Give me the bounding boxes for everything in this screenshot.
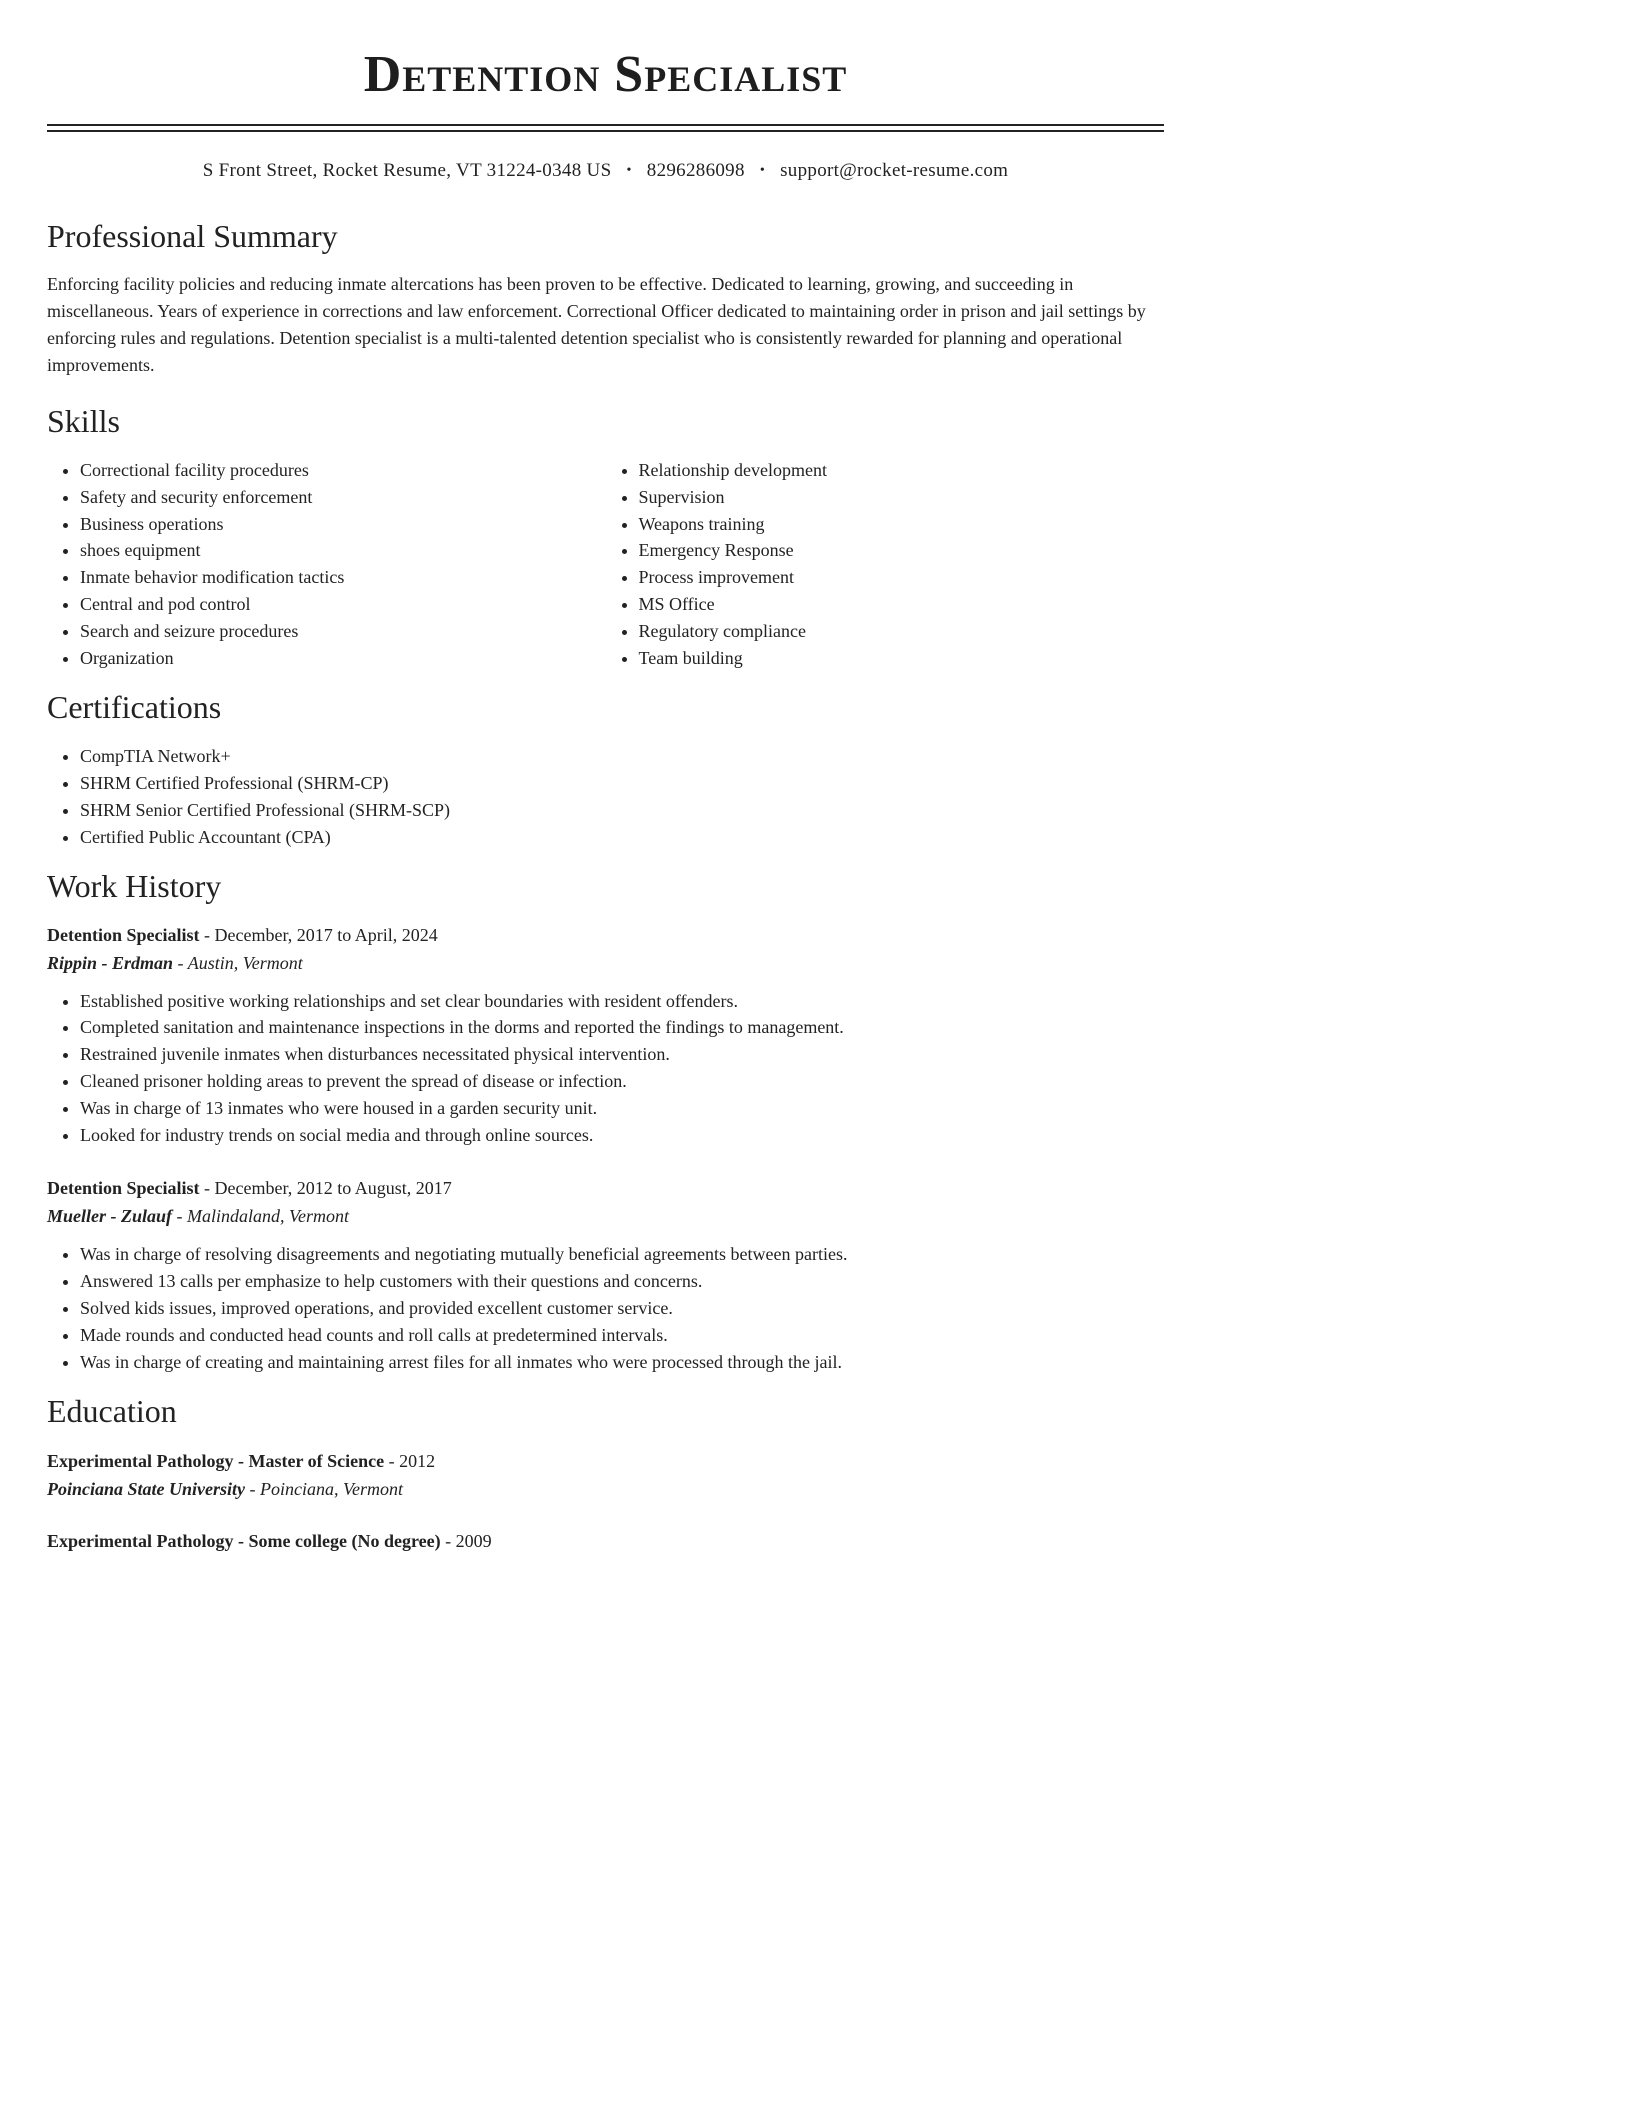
skill-item: • Weapons training <box>639 511 1165 538</box>
job-bullet: • Completed sanitation and maintenance inspections in the dorms and reported the findings to management. <box>80 1014 1164 1041</box>
skill-item: • Correctional facility procedures <box>80 457 606 484</box>
summary-heading: Professional Summary <box>47 218 338 254</box>
skills-heading: Skills <box>47 403 120 439</box>
header-divider <box>47 124 1164 132</box>
contact-separator: • <box>626 163 632 178</box>
skill-item: • Team building <box>639 645 1165 672</box>
education-school-line: Poinciana State University - Poinciana, Vermont <box>47 1479 403 1500</box>
summary-text: Enforcing facility policies and reducing inmate altercations has been proven to be effective. Dedicated to learning, growing, and succeeding in miscellaneous. Years of experience in corrections and law enforcement. Correctional Officer dedicated to maintaining order in prison and jail settings by enforcing rules and regulations. Detention specialist is a multi-talented detention specialist who is consistently rewarded for planning and operational improvements. <box>47 274 1146 375</box>
skill-item: • Organization <box>80 645 606 672</box>
education-degree: Experimental Pathology - Master of Science <box>47 1451 385 1472</box>
education-degree: Experimental Pathology - Some college (No degree) <box>47 1531 441 1552</box>
education-year: 2012 <box>399 1451 436 1472</box>
job-title-line: Detention Specialist - December, 2012 to August, 2017 <box>47 1178 452 1199</box>
certification-item: • SHRM Certified Professional (SHRM-CP) <box>80 770 1164 797</box>
skill-item: • Supervision <box>639 484 1165 511</box>
contact-email: support@rocket-resume.com <box>780 160 1009 181</box>
job-entry <box>47 921 1164 1149</box>
job-company: Rippin - Erdman <box>47 952 174 973</box>
contact-line <box>47 159 1164 183</box>
job-bullet: • Answered 13 calls per emphasize to help customers with their questions and concerns. <box>80 1268 1164 1295</box>
job-company-line: Rippin - Erdman - Austin, Vermont <box>47 952 303 973</box>
skill-item: • Central and pod control <box>80 591 606 618</box>
certifications-list <box>47 743 1164 850</box>
resume-name: Detention Specialist <box>363 46 848 103</box>
skill-item: • Inmate behavior modification tactics <box>80 564 606 591</box>
certification-item: • CompTIA Network+ <box>80 743 1164 770</box>
education-location: Poinciana, Vermont <box>260 1479 403 1500</box>
job-bullet: • Was in charge of creating and maintaining arrest files for all inmates who were processed through the jail. <box>80 1349 1164 1376</box>
job-location: Austin, Vermont <box>187 952 303 973</box>
education-entry <box>47 1527 1164 1555</box>
education-degree-line: Experimental Pathology - Some college (No degree) - 2009 <box>47 1531 492 1552</box>
job-company: Mueller - Zulauf <box>47 1206 173 1227</box>
skill-item: • Process improvement <box>639 564 1165 591</box>
skills-columns <box>47 457 1164 671</box>
skill-item: • Regulatory compliance <box>639 618 1165 645</box>
job-dates: December, 2017 to April, 2024 <box>214 924 438 945</box>
job-bullet: • Cleaned prisoner holding areas to prevent the spread of disease or infection. <box>80 1068 1164 1095</box>
contact-separator: • <box>759 163 766 178</box>
skills-left-list <box>47 457 606 671</box>
skill-item: • Safety and security enforcement <box>80 484 606 511</box>
job-bullets <box>47 1241 1164 1375</box>
skills-right-list <box>606 457 1165 671</box>
job-bullet: • Established positive working relationships and set clear boundaries with resident offenders. <box>80 988 1164 1015</box>
skill-item: • Business operations <box>80 511 606 538</box>
skill-item: • Search and seizure procedures <box>80 618 606 645</box>
job-title-line: Detention Specialist - December, 2017 to April, 2024 <box>47 924 438 945</box>
job-location: Malindaland, Vermont <box>187 1206 350 1227</box>
job-bullet: • Made rounds and conducted head counts and roll calls at predetermined intervals. <box>80 1322 1164 1349</box>
skill-item: • MS Office <box>639 591 1165 618</box>
contact-phone: 8296286098 <box>646 160 745 181</box>
skill-item: • Emergency Response <box>639 537 1165 564</box>
certification-item: • SHRM Senior Certified Professional (SHRM-SCP) <box>80 797 1164 824</box>
job-entry <box>47 1174 1164 1375</box>
certification-item: • Certified Public Accountant (CPA) <box>80 824 1164 851</box>
job-dates: December, 2012 to August, 2017 <box>214 1178 452 1199</box>
education-heading: Education <box>47 1393 177 1430</box>
job-bullets <box>47 988 1164 1149</box>
job-company-line: Mueller - Zulauf - Malindaland, Vermont <box>47 1206 350 1227</box>
job-bullet: • Was in charge of 13 inmates who were housed in a garden security unit. <box>80 1095 1164 1122</box>
job-bullet: • Looked for industry trends on social media and through online sources. <box>80 1122 1164 1149</box>
education-year: 2009 <box>455 1531 492 1552</box>
education-entry <box>47 1447 1164 1503</box>
job-bullet: • Restrained juvenile inmates when disturbances necessitated physical intervention. <box>80 1041 1164 1068</box>
skill-item: • Relationship development <box>639 457 1165 484</box>
job-bullet: • Solved kids issues, improved operations, and provided excellent customer service. <box>80 1295 1164 1322</box>
certifications-heading: Certifications <box>47 689 222 726</box>
job-title: Detention Specialist <box>47 924 200 945</box>
contact-address: S Front Street, Rocket Resume, VT 31224-0348 US <box>202 160 612 181</box>
skill-item: • shoes equipment <box>80 537 606 564</box>
job-bullet: • Was in charge of resolving disagreements and negotiating mutually beneficial agreements between parties. <box>80 1241 1164 1268</box>
work-history-heading: Work History <box>47 867 222 904</box>
education-degree-line: Experimental Pathology - Master of Science - 2012 <box>47 1451 436 1472</box>
resume-page <box>47 0 1164 1555</box>
job-title: Detention Specialist <box>47 1178 200 1199</box>
education-school: Poinciana State University <box>47 1479 245 1500</box>
